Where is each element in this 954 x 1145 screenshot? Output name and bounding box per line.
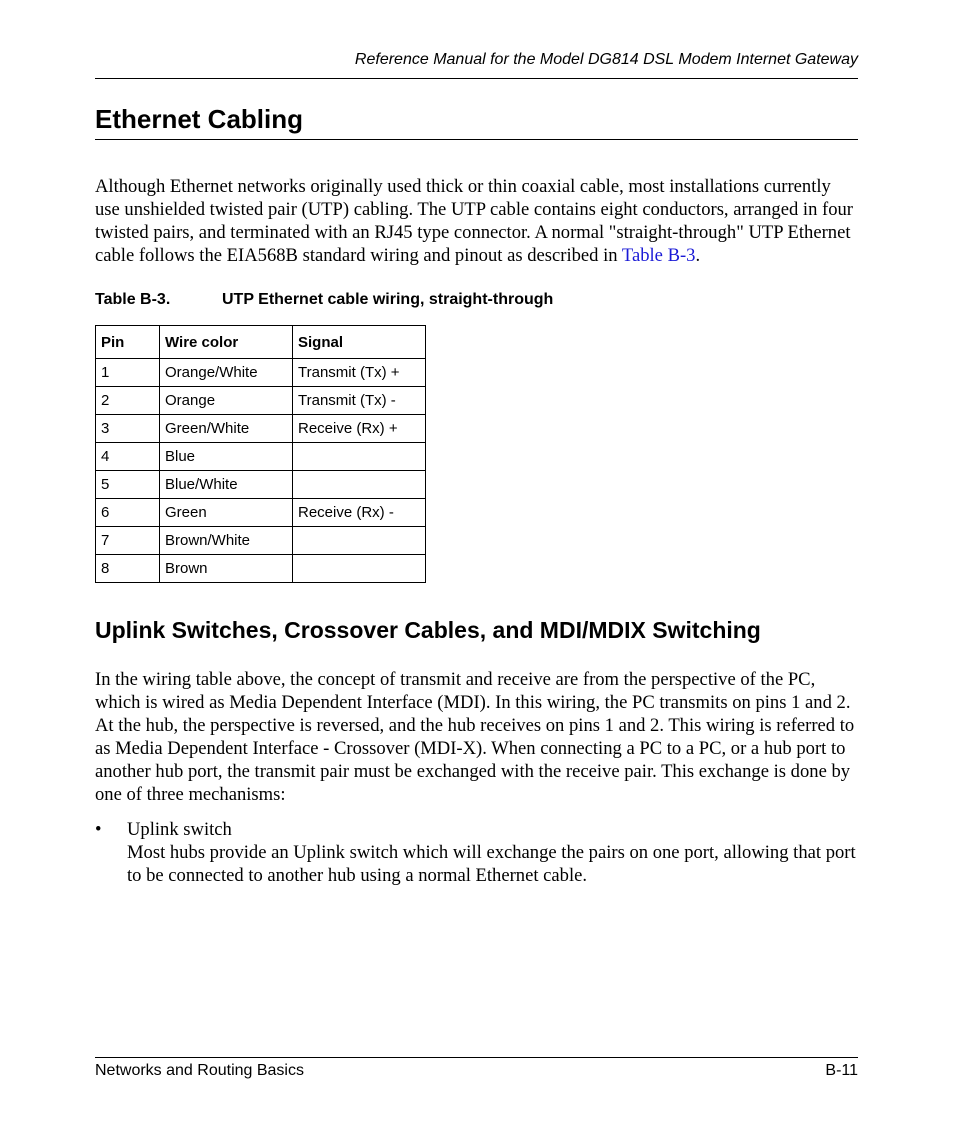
- intro-text-end: .: [695, 245, 701, 266]
- table-row: [96, 527, 426, 555]
- cell-signal: Receive (Rx) -: [293, 499, 426, 527]
- cell-wire-color: Brown/White: [160, 527, 293, 555]
- intro-paragraph: [95, 175, 858, 267]
- table-row: [96, 471, 426, 499]
- table-row: [96, 555, 426, 583]
- bullet-title: Uplink switch: [127, 819, 232, 840]
- section-title-uplink-switches: Uplink Switches, Crossover Cables, and MDI/MDIX Switching: [95, 617, 761, 643]
- table-row: [96, 415, 426, 443]
- mdi-paragraph: In the wiring table above, the concept of transmit and receive are from the perspective of the PC, which is wired as Media Dependent Interface (MDI). In this wiring, the PC transmits on pins 1 and 2. At the hub, the perspective is reversed, and the hub receives on pins 1 and 2. This wiring is referred to as Media Dependent Interface - Crossover (MDI-X). When connecting a PC to a PC, or a hub port to another hub port, the transmit pair must be exchanged with the receive pair. This exchange is done by one of three mechanisms:: [95, 669, 855, 805]
- column-header-wire-color: Wire color: [160, 326, 293, 359]
- section-title-ethernet-cabling: Ethernet Cabling: [95, 104, 304, 134]
- footer-chapter-title: Networks and Routing Basics: [95, 1062, 304, 1079]
- cell-wire-color: Blue: [160, 443, 293, 471]
- cell-pin: 2: [96, 387, 160, 415]
- intro-text: Although Ethernet networks originally used thick or thin coaxial cable, most installations currently use unshielded twisted pair (UTP) cabling. The UTP cable contains eight conductors, arranged in four twisted pairs, and terminated with an RJ45 type connector. A normal "straight-through" UTP Ethernet cable follows the EIA568B standard wiring and pinout as described in: [95, 176, 854, 266]
- cell-pin: 4: [96, 443, 160, 471]
- table-row: [96, 359, 426, 387]
- cell-wire-color: Orange: [160, 387, 293, 415]
- bullet-marker: •: [95, 819, 102, 840]
- table-row: [96, 443, 426, 471]
- cell-pin: 1: [96, 359, 160, 387]
- table-caption-label: Table B-3.: [95, 291, 171, 308]
- wiring-table: [95, 325, 426, 583]
- cell-pin: 3: [96, 415, 160, 443]
- cell-pin: 7: [96, 527, 160, 555]
- cell-wire-color: Brown: [160, 555, 293, 583]
- section-title-divider: [95, 139, 858, 140]
- bullet-item-uplink-switch: [127, 818, 858, 887]
- cell-signal: Transmit (Tx) -: [293, 387, 426, 415]
- cell-wire-color: Green: [160, 499, 293, 527]
- header-divider: [95, 78, 858, 79]
- bullet-body: Most hubs provide an Uplink switch which will exchange the pairs on one port, allowing that port to be connected to another hub using a normal Ethernet cable.: [127, 842, 856, 886]
- cell-signal: [293, 527, 426, 555]
- table-header-row: [96, 326, 426, 359]
- cell-signal: Transmit (Tx) +: [293, 359, 426, 387]
- cell-signal: [293, 471, 426, 499]
- footer-page-number: B-11: [825, 1062, 858, 1079]
- cell-signal: [293, 555, 426, 583]
- table-row: [96, 499, 426, 527]
- cell-wire-color: Orange/White: [160, 359, 293, 387]
- footer-divider: [95, 1057, 858, 1058]
- running-header: Reference Manual for the Model DG814 DSL Modem Internet Gateway: [354, 51, 858, 68]
- cell-pin: 6: [96, 499, 160, 527]
- table-b3-link[interactable]: Table B-3: [621, 245, 696, 266]
- cell-pin: 5: [96, 471, 160, 499]
- cell-signal: [293, 443, 426, 471]
- cell-pin: 8: [96, 555, 160, 583]
- table-caption: [95, 291, 554, 309]
- cell-wire-color: Blue/White: [160, 471, 293, 499]
- column-header-pin: Pin: [96, 326, 160, 359]
- cell-wire-color: Green/White: [160, 415, 293, 443]
- table-caption-title: UTP Ethernet cable wiring, straight-through: [222, 291, 554, 308]
- cell-signal: Receive (Rx) +: [293, 415, 426, 443]
- table-row: [96, 387, 426, 415]
- column-header-signal: Signal: [293, 326, 426, 359]
